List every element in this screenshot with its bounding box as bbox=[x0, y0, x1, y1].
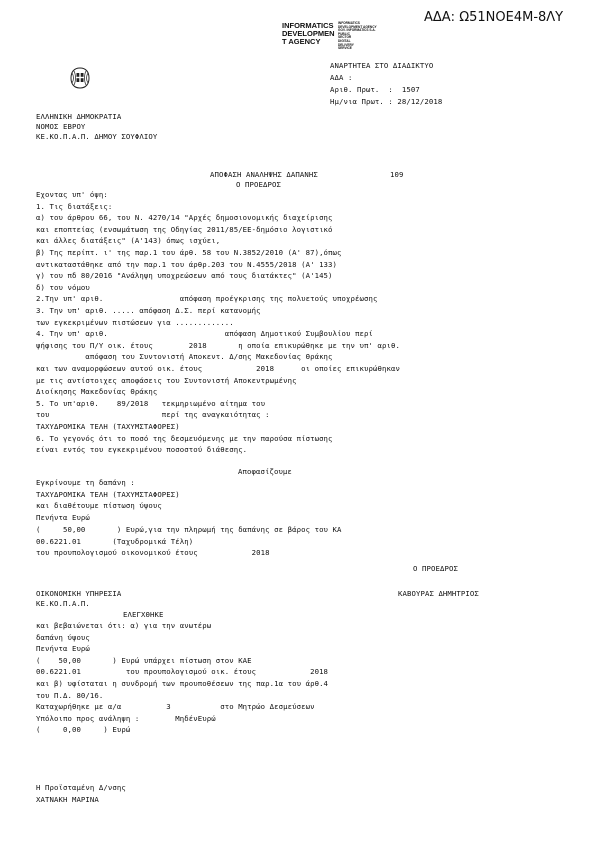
organization: ΚΕ.ΚΟ.Π.Α.Π. ΔΗΜΟΥ ΣΟΥΦΛΙΟΥ bbox=[36, 132, 158, 141]
logo-text: INFORMATICS DEVELOPMEN T AGENCY bbox=[282, 21, 335, 46]
checked-label: ΕΛΕΓΧΘΗΚΕ bbox=[123, 610, 164, 619]
decide-heading: Αποφασίζουμε bbox=[238, 467, 292, 476]
consideration-line: γ) του πδ 80/2016 "Ανάληψη υποχρεώσεων από τους διατάκτες" (Α'145) bbox=[36, 271, 333, 281]
finance-line: δαπάνη ύψους bbox=[36, 632, 90, 642]
consideration-line: 1. Τις διατάξεις: bbox=[36, 201, 113, 211]
director-name: ΧΑΤΝΑΚΗ ΜΑΡΙΝΑ bbox=[36, 795, 99, 804]
consideration-line: δ) του νόμου bbox=[36, 282, 90, 292]
consideration-line: του περί της αναγκαιότητας : bbox=[36, 410, 270, 420]
logo-small-line: GOV. INFORMATICS S.A. bbox=[338, 28, 376, 33]
consideration-line: 6. Το γεγονός ότι το ποσό της δεσμευόμενης με την παρούσα πίστωσης bbox=[36, 433, 333, 443]
consideration-line: β) Της περίπτ. ι' της παρ.1 του άρθ. 58 του Ν.3852/2010 (Α' 87),όπως bbox=[36, 248, 342, 257]
consideration-line: α) του άρθρου 66, του Ν. 4270/14 "Αρχές δημοσιονομικής διαχείρισης bbox=[36, 213, 333, 223]
finance-line: Πενήντα Ευρώ bbox=[36, 644, 90, 654]
finance-line: 00.6221.01 του προυπολογισμού οικ. έτους 2018 bbox=[36, 667, 329, 677]
decision-line: του προυπολογισμού οικονομικού έτους 2018 bbox=[36, 548, 270, 558]
logo-small-text bbox=[338, 22, 377, 51]
consideration-line: απόφαση του Συντονιστή Αποκεντ. Δ/σης Μακεδονίας Θράκης bbox=[36, 352, 333, 362]
consideration-line: αντικαταστάθηκε από την παρ.1 του άρθρ.203 του Ν.4555/2018 (Α' 133) bbox=[36, 259, 338, 269]
ada-field: ΑΔΑ : bbox=[330, 73, 353, 82]
ada-code: ΑΔΑ: Ω51ΝΟΕ4Μ-8ΛΥ bbox=[424, 10, 564, 25]
logo-small-line: PUBLIC bbox=[338, 31, 350, 36]
decision-line: ( 50,00 ) Ευρώ,για την πληρωμή της δαπάνης σε βάρος του ΚΑ bbox=[36, 524, 342, 534]
finance-line: Υπόλοιπο προς ανάληψη : ΜηδένΕυρώ bbox=[36, 713, 216, 723]
president-signature: Ο ΠΡΟΕΔΡΟΣ bbox=[413, 564, 458, 573]
finance-line: ( 50,00 ) Ευρώ υπάρχει πίστωση στον ΚΑΕ bbox=[36, 655, 252, 665]
consideration-line: ψήφισης του Π/Υ οικ. έτους 2018 η οποία επικυρώθηκε με την υπ' αριθ. bbox=[36, 340, 400, 350]
logo-small-line: DEVELOPMENT AGENCY bbox=[338, 24, 377, 29]
prefecture: ΝΟΜΟΣ ΕΒΡΟΥ bbox=[36, 122, 86, 131]
finance-service: ΟΙΚΟΝΟΜΙΚΗ ΥΠΗΡΕΣΙΑ bbox=[36, 589, 122, 598]
post-online-label: ΑΝΑΡΤΗΤΕΑ ΣΤΟ ΔΙΑΔΙΚΤΥΟ bbox=[330, 61, 434, 70]
logo-small-line: SERVICE bbox=[338, 46, 352, 51]
consideration-line: και άλλες διατάξεις" (Α'143) όπως ισχύει, bbox=[36, 236, 221, 246]
consideration-line: 4. Την υπ' αριθ. απόφαση Δημοτικού Συμβουλίου περί bbox=[36, 329, 373, 339]
consideration-line: με τις αντίστοιχες αποφάσεις του Συντονιστή Αποκεντρωμένης bbox=[36, 375, 297, 385]
consideration-line: ΤΑΧΥΔΡΟΜΙΚΑ ΤΕΛΗ (ΤΑΧΥΜΣΤΑΦΟΡΕΣ) bbox=[36, 422, 180, 431]
hellenic-republic: ΕΛΛΗΝΙΚΗ ΔΗΜΟΚΡΑΤΙΑ bbox=[36, 112, 122, 121]
logo-small-line: INFORMATICS bbox=[338, 21, 360, 25]
consideration-line: και εποπτείας (ενσωμάτωση της Οδηγίας 2011/85/ΕΕ-δημόσιο λογιστικό bbox=[36, 224, 333, 234]
logo-small-line: DELIVERY bbox=[338, 42, 354, 47]
consideration-line: 3. Την υπ' αριθ. ..... απόφαση Δ.Σ. περί κατανομής bbox=[36, 306, 261, 315]
greek-emblem-icon bbox=[68, 66, 92, 90]
decision-line: ΤΑΧΥΔΡΟΜΙΚΑ ΤΕΛΗ (ΤΑΧΥΜΣΤΑΦΟΡΕΣ) bbox=[36, 489, 180, 499]
consideration-line: είναι εντός του εγκεκριμένου ποσοστού διάθεσης. bbox=[36, 445, 248, 455]
president-title: Ο ΠΡΟΕΔΡΟΣ bbox=[236, 180, 281, 189]
decision-line: Εγκρίνουμε τη δαπάνη : bbox=[36, 478, 135, 487]
protocol-date: Ημ/νια Πρωτ. : 28/12/2018 bbox=[330, 97, 443, 106]
consideration-line: 5. Το υπ'αριθ. 89/2018 τεκμηριωμένο αίτημα του bbox=[36, 398, 266, 408]
finance-line: ( 0,00 ) Ευρώ bbox=[36, 725, 131, 735]
decision-line: και διαθέτουμε πίστωση ύψους bbox=[36, 501, 162, 511]
finance-officer-name: ΚΑΒΟΥΡΑΣ ΔΗΜΗΤΡΙΟΣ bbox=[398, 589, 479, 598]
finance-line: Καταχωρήθηκε με α/α 3 στο Μητρώο Δεσμεύσεων bbox=[36, 702, 315, 712]
consideration-line: και των αναμορφώσεων αυτού οικ. έτους 2018 οι οποίες επικυρώθηκαν bbox=[36, 364, 400, 373]
finance-line: του Π.Δ. 80/16. bbox=[36, 690, 104, 700]
consideration-line: 2.Την υπ' αριθ. απόφαση προέγκρισης της πολυετούς υποχρέωσης bbox=[36, 294, 378, 304]
decision-number: 109 bbox=[390, 170, 404, 179]
decision-line: Πενήντα Ευρώ bbox=[36, 513, 90, 523]
logo-small-line: SECTOR bbox=[338, 35, 352, 40]
consideration-line: Διοίκησης Μακεδονίας Θράκης bbox=[36, 387, 158, 397]
protocol-number: Αριθ. Πρωτ. : 1507 bbox=[330, 85, 420, 94]
logo-small-line: DIGITAL bbox=[338, 38, 351, 43]
document-title: ΑΠΟΦΑΣΗ ΑΝΑΛΗΨΗΣ ΔΑΠΑΝΗΣ bbox=[210, 170, 318, 179]
director-role: Η Προϊσταμένη Δ/νσης bbox=[36, 783, 126, 792]
finance-line: και β) υφίσταται η συνδρομή των προυποθέσεων της παρ.1α του άρθ.4 bbox=[36, 679, 329, 688]
finance-line: και βεβαιώνεται ότι: α) για την ανωτέρω bbox=[36, 621, 212, 630]
consideration-line: Εχοντας υπ' όψη: bbox=[36, 190, 108, 199]
consideration-line: των εγκεκριμένων πιστώσεων για ............. bbox=[36, 317, 234, 327]
finance-org: ΚΕ.ΚΟ.Π.Α.Π. bbox=[36, 599, 90, 608]
decision-line: 00.6221.01 (Ταχυδρομικά Τέλη) bbox=[36, 536, 194, 546]
